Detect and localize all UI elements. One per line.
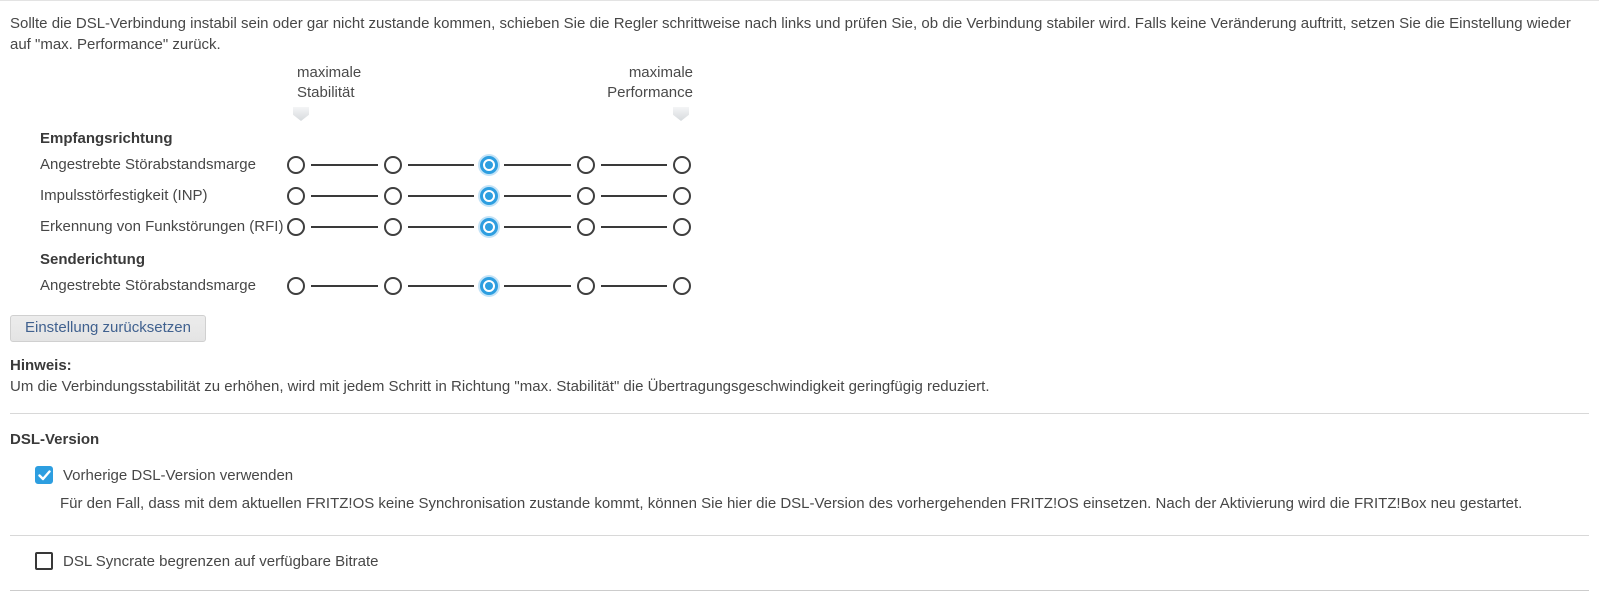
- slider-row-label: Angestrebte Störabstandsmarge: [40, 156, 256, 173]
- note: [10, 356, 1589, 397]
- radio-step-2[interactable]: [480, 187, 498, 205]
- radio-step-1[interactable]: [384, 218, 402, 236]
- radio-slider: [287, 156, 691, 174]
- track-line: [311, 164, 378, 166]
- radio-slider: [287, 187, 691, 205]
- max-stability-line1: maximale: [297, 64, 362, 81]
- radio-step-1[interactable]: [384, 156, 402, 174]
- radio-slider: [287, 218, 691, 236]
- section-heading: Empfangsrichtung: [40, 130, 173, 147]
- section-heading: Senderichtung: [40, 251, 146, 268]
- slider-row-label: Impulsstörfestigkeit (INP): [40, 187, 208, 204]
- syncrate-limit-label[interactable]: DSL Syncrate begrenzen auf verfügbare Bitrate: [63, 552, 379, 570]
- syncrate-checkbox-row: [35, 552, 1589, 570]
- max-performance-line1: maximale: [628, 64, 693, 81]
- divider: [10, 413, 1589, 414]
- divider: [10, 535, 1589, 536]
- track-line: [601, 226, 668, 228]
- slider-sections: [40, 129, 1589, 301]
- radio-step-0[interactable]: [287, 156, 305, 174]
- divider: [10, 590, 1589, 591]
- radio-step-3[interactable]: [577, 218, 595, 236]
- radio-step-1[interactable]: [384, 277, 402, 295]
- max-performance-header: [607, 63, 693, 121]
- syncrate-limit-checkbox[interactable]: [35, 552, 53, 570]
- track-line: [504, 195, 571, 197]
- slider-row: [40, 149, 1589, 180]
- radio-step-0[interactable]: [287, 187, 305, 205]
- max-stability-line2: Stabilität: [297, 84, 355, 101]
- radio-step-3[interactable]: [577, 277, 595, 295]
- track-line: [408, 226, 475, 228]
- track-line: [504, 226, 571, 228]
- track-line: [601, 164, 668, 166]
- track-line: [504, 164, 571, 166]
- note-text: Um die Verbindungsstabilität zu erhöhen, wird mit jedem Schritt in Richtung "max. Stabilität" die Übertragungsgeschwindigkeit geringfügig reduziert.: [10, 378, 990, 395]
- track-line: [601, 285, 668, 287]
- track-line: [311, 285, 378, 287]
- track-line: [408, 164, 475, 166]
- radio-step-2[interactable]: [480, 156, 498, 174]
- max-stability-header: [297, 63, 361, 121]
- track-line: [601, 195, 668, 197]
- slider-panel: [10, 63, 1589, 301]
- previous-dsl-version-checkbox[interactable]: [35, 466, 53, 484]
- radio-slider: [287, 277, 691, 295]
- slider-row: [40, 211, 1589, 242]
- radio-step-4[interactable]: [673, 187, 691, 205]
- slider-row: [40, 270, 1589, 301]
- radio-step-2[interactable]: [480, 277, 498, 295]
- slider-row: [40, 180, 1589, 211]
- radio-step-3[interactable]: [577, 187, 595, 205]
- track-line: [311, 195, 378, 197]
- slider-row-label: Erkennung von Funkstörungen (RFI): [40, 218, 284, 235]
- dsl-version-checkbox-row: [35, 466, 1589, 484]
- track-line: [408, 195, 475, 197]
- track-headers: [287, 63, 691, 121]
- radio-step-4[interactable]: [673, 156, 691, 174]
- intro-text: Sollte die DSL-Verbindung instabil sein oder gar nicht zustande kommen, schieben Sie die Regler schrittweise nach links und prüfen Sie, ob die Verbindung stabiler wird. Falls keine Veränderung auftritt, setzen Sie die Einstellung wieder auf "max. Performance" zurück.: [10, 15, 1571, 53]
- radio-step-4[interactable]: [673, 218, 691, 236]
- note-title: Hinweis:: [10, 357, 72, 374]
- radio-step-1[interactable]: [384, 187, 402, 205]
- radio-step-0[interactable]: [287, 218, 305, 236]
- track-line: [504, 285, 571, 287]
- dsl-version-title: DSL-Version: [10, 431, 100, 448]
- dsl-version-description: Für den Fall, dass mit dem aktuellen FRITZ!OS keine Synchronisation zustande kommt, können Sie hier die DSL-Version des vorhergehenden FRITZ!OS einsetzen. Nach der Aktivierung wird die FRITZ!Box neu gestartet.: [60, 495, 1523, 512]
- radio-step-4[interactable]: [673, 277, 691, 295]
- max-performance-line2: Performance: [607, 84, 693, 101]
- previous-dsl-version-label[interactable]: Vorherige DSL-Version verwenden: [63, 466, 294, 484]
- slider-row-label: Angestrebte Störabstandsmarge: [40, 277, 256, 294]
- track-line: [311, 226, 378, 228]
- track-line: [408, 285, 475, 287]
- radio-step-2[interactable]: [480, 218, 498, 236]
- reset-settings-button[interactable]: Einstellung zurücksetzen: [10, 315, 206, 342]
- radio-step-0[interactable]: [287, 277, 305, 295]
- radio-step-3[interactable]: [577, 156, 595, 174]
- stability-marker-icon: [293, 107, 309, 121]
- performance-marker-icon: [673, 107, 689, 121]
- checkmark-icon: [38, 470, 51, 481]
